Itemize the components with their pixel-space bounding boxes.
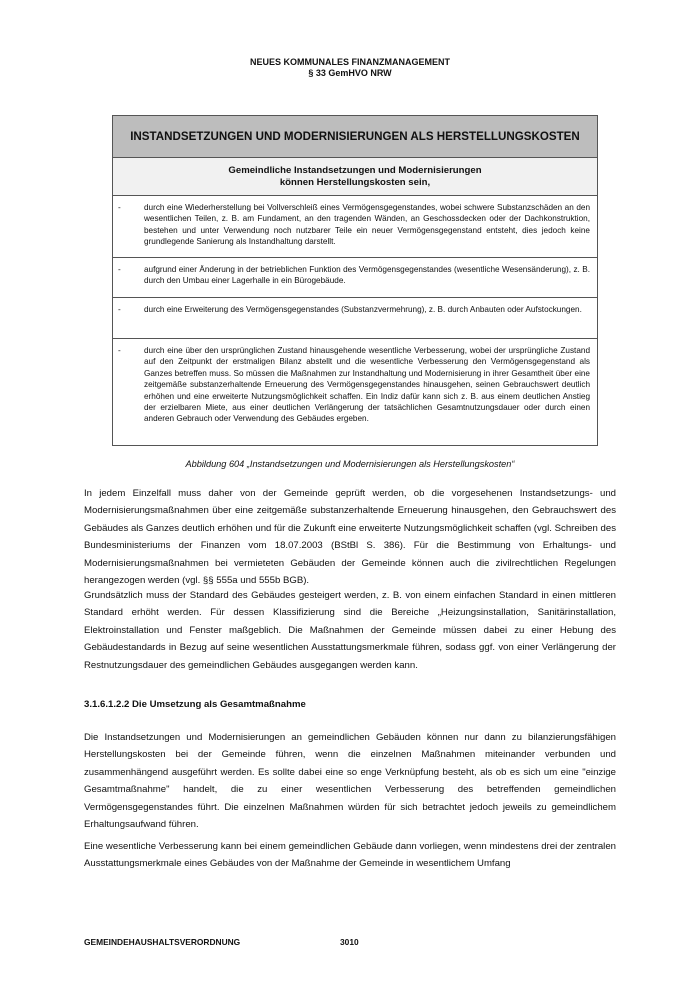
box-item xyxy=(113,298,597,339)
paragraph-1: In jedem Einzelfall muss daher von der Gemeinde geprüft werden, ob die vorgesehenen Instandsetzungs- und Modernisierungsmaßnahmen über eine zeitgemäße substanzerhaltende Erneuerung hinausgehen, den Gebrauchswert des Gebäudes als Ganzes deutlich erhöhen und für die Zukunft eine erweiterte Nutzungsmöglichkeit schaffen (vgl. Schreiben des Bundesministeriums der Finanzen vom 18.07.2003 (BStBl S. 386). Für die Bestimmung von Erhaltungs- und Modernisierungsmaßnahmen bei vermieteten Gebäuden der Gemeinde können auch die zivilrechtlichen Regelungen herangezogen werden (vgl. §§ 555a und 555b BGB). xyxy=(84,488,616,587)
box-item xyxy=(113,258,597,298)
footer-title: GEMEINDEHAUSHALTSVERORDNUNG xyxy=(84,937,241,947)
header-title: NEUES KOMMUNALES FINANZMANAGEMENT xyxy=(250,57,450,67)
figure-box xyxy=(112,115,598,446)
bullet-dash: - xyxy=(118,305,121,314)
page-header xyxy=(0,57,700,79)
box-title: INSTANDSETZUNGEN UND MODERNISIERUNGEN ALS HERSTELLUNGSKOSTEN xyxy=(113,116,597,158)
box-item-text: aufgrund einer Änderung in der betrieblichen Funktion des Vermögensgegenstandes (wesentliche Wesensänderung), z. B. durch den Umbau einer Lagerhalle in ein Bürogebäude. xyxy=(144,265,590,286)
box-item-text: durch eine Wiederherstellung bei Vollverschleiß eines Vermögensgegenstandes, wobei schwere Substanzschäden an den wesentlichen Teilen, z. B. am Fundament, an den tragenden Wänden, an Geschossdecken oder der Dachkonstruktion, bestehen und unter Verwendung noch nutzbarer Teile ein neuer Vermögensgegenstand entsteht, dies jedoch keine grundlegende Sanierung als Instandhaltung darstellt. xyxy=(144,203,590,247)
paragraph-4: Eine wesentliche Verbesserung kann bei einem gemeindlichen Gebäude dann vorliegen, wenn mindestens drei der zentralen Ausstattungsmerkmale eines Gebäudes von der Maßnahme der Gemeinde in wesentlichem Umfang xyxy=(84,841,616,870)
header-subtitle: § 33 GemHVO NRW xyxy=(308,68,392,78)
box-item xyxy=(113,196,597,258)
page-number: 3010 xyxy=(340,937,359,947)
paragraph-2: Grundsätzlich muss der Standard des Gebäudes gesteigert werden, z. B. von einem einfachen Standard in einen mittleren Standard erhöht werden. Für dessen Klassifizierung sind die Bereiche „Heizungsinstallation, Sanitärinstallation, Elektroinstallation und Fenster maßgeblich. Die Maßnahmen der Gemeinde müssen dabei zu einer Hebung des Gebäudestandards in Bezug auf seine wesentlichen Ausstattungsmerkmale führen, sodass ggf. von einer Verlängerung der Restnutzungsdauer des gemeindlichen Gebäudes ausgegangen werden kann. xyxy=(84,590,616,671)
section-heading: 3.1.6.1.2.2 Die Umsetzung als Gesamtmaßnahme xyxy=(84,699,306,710)
paragraph-3: Die Instandsetzungen und Modernisierungen an gemeindlichen Gebäuden können nur dann zu bilanzierungsfähigen Herstellungskosten bei der Gemeinde führen, wenn die einzelnen Maßnahmen miteinander verbunden und zusammenhängend ausgeführt werden. Es sollte dabei eine so enge Verknüpfung besteht, als ob es sich um eine "einzige Gesamtmaßnahme" handelt, die zu einer wesentlichen Verbesserung des betreffenden gemeindlichen Vermögensgegenstandes führt. Die einzelnen Maßnahmen würden für sich betrachtet jedoch jeweils zu gemeindlichem Erhaltungsaufwand führen. xyxy=(84,732,616,831)
box-subtitle-line2: können Herstellungskosten sein, xyxy=(279,176,431,188)
figure-caption: Abbildung 604 „Instandsetzungen und Modernisierungen als Herstellungskosten“ xyxy=(185,459,515,469)
box-item-text: durch eine Erweiterung des Vermögensgegenstandes (Substanzvermehrung), z. B. durch Anbauten oder Aufstockungen. xyxy=(144,305,582,314)
box-item-text: durch eine über den ursprünglichen Zustand hinausgehende wesentliche Verbesserung, wobei der ursprüngliche Zustand auf den Zeitpunkt der erstmaligen Bilanz abstellt und die wesentliche Verbesserung den Vermögensgegenstand als Ganzes betreffen muss. So müssen die Maßnahmen zur Instandhaltung und Modernisierung in ihrer Gesamtheit über eine zeitgemäße substanzerhaltende Erneuerung des Vermögensgegenstandes hinausgehen, seinen Gebrauchswert deutlich erhöhen und eine erweiterte Nutzungsmöglichkeit schaffen. Ein Indiz dafür kann sich z. B. aus einem deutlichen Anstieg der erzielbaren Miete, aus einer deutlichen Verlängerung der tatsächlichen Gesamtnutzungsdauer oder durch einen anderen Gebrauch oder Verwendung des Gebäudes ergeben. xyxy=(144,346,590,424)
bullet-dash: - xyxy=(118,346,121,355)
box-subtitle-line1: Gemeindliche Instandsetzungen und Modernisierungen xyxy=(228,164,482,176)
box-item xyxy=(113,339,597,445)
bullet-dash: - xyxy=(118,265,121,274)
box-subtitle xyxy=(113,158,597,196)
bullet-dash: - xyxy=(118,203,121,212)
